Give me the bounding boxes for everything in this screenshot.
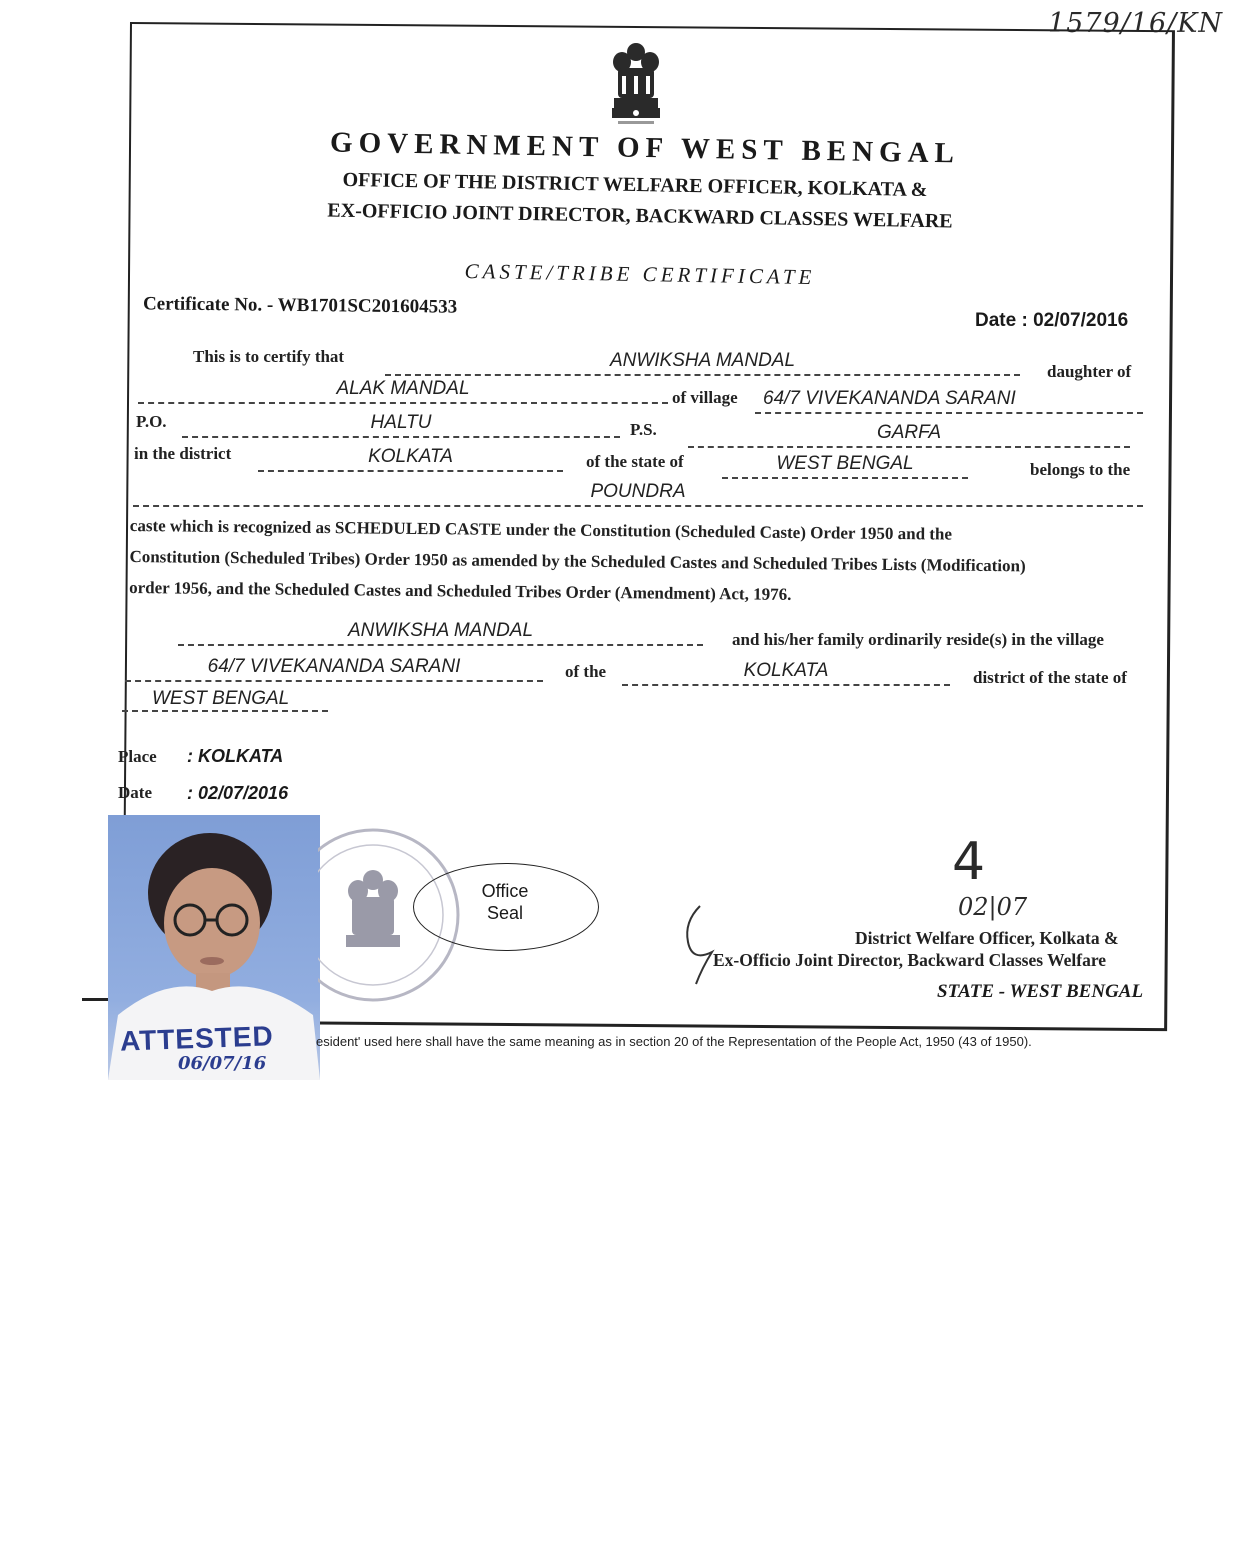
signature-stroke-icon (682, 902, 722, 986)
office-line-2: EX-OFFICIO JOINT DIRECTOR, BACKWARD CLASSES WELFARE (327, 199, 953, 233)
place-value: : KOLKATA (187, 746, 284, 766)
field-po: HALTU (182, 412, 620, 438)
applicant-photo (108, 815, 320, 1080)
label-district-state: district of the state of (973, 668, 1127, 687)
label-certify: This is to certify that (193, 347, 345, 366)
date-value-2: : 02/07/2016 (187, 783, 289, 803)
paragraph-line-2: Constitution (Scheduled Tribes) Order 1950 as amended by the Scheduled Castes and Scheduled Tribes Lists (Modification) (129, 546, 1026, 576)
label-daughter-of: daughter of (1047, 362, 1132, 381)
field-village-2: 64/7 VIVEKANANDA SARANI (125, 656, 543, 682)
field-father: ALAK MANDAL (138, 378, 668, 404)
label-date: Date (118, 783, 152, 802)
date-value: 02/07/2016 (1033, 310, 1129, 331)
label-of-the: of the (565, 662, 607, 681)
certificate-date (975, 310, 1128, 332)
field-ps: GARFA (688, 422, 1130, 448)
recognition-paragraph (129, 510, 1150, 614)
label-of-village: of village (672, 388, 738, 407)
office-seal-line-1: Office (481, 881, 529, 901)
attested-stamp: ATTESTED (119, 1020, 275, 1057)
government-heading: GOVERNMENT OF WEST BENGAL (329, 126, 961, 170)
office-line-1: OFFICE OF THE DISTRICT WELFARE OFFICER, KOLKATA & (342, 168, 928, 202)
label-place: Place (118, 747, 157, 766)
signature-initial: 4 (952, 832, 986, 892)
certificate-number-value: WB1701SC201604533 (277, 294, 458, 318)
attested-signature-date: 06/07/16 (178, 1053, 267, 1074)
certificate-number-label: Certificate No. - (142, 293, 278, 316)
field-district-2: KOLKATA (622, 660, 950, 686)
label-po: P.O. (136, 412, 167, 431)
signatory-line-3: STATE - WEST BENGAL (937, 981, 1144, 1002)
signatory-line-2: Ex-Officio Joint Director, Backward Classes Welfare (713, 950, 1107, 970)
signature-date: 02|07 (958, 893, 1028, 921)
field-name: ANWIKSHA MANDAL (385, 350, 1020, 376)
label-reside: and his/her family ordinarily reside(s) in the village (732, 630, 1104, 649)
date-label: Date : (975, 310, 1034, 331)
paragraph-line-3: order 1956, and the Scheduled Castes and Scheduled Tribes Order (Amendment) Act, 1976. (129, 577, 792, 604)
footnote: esident' used here shall have the same meaning as in section 20 of the Representation of the People Act, 1950 (43 of 1950). (316, 1034, 1032, 1049)
office-seal-label (440, 880, 570, 924)
field-district: KOLKATA (258, 446, 563, 472)
office-seal-line-2: Seal (486, 903, 524, 923)
field-caste: POUNDRA (133, 481, 1143, 507)
paragraph-line-1: caste which is recognized as SCHEDULED CASTE under the Constitution (Scheduled Caste) Order 1950 and the (129, 515, 953, 544)
certificate-title: CASTE/TRIBE CERTIFICATE (464, 258, 816, 290)
certificate-number (143, 293, 457, 318)
file-reference: 1579/16/KN (1048, 8, 1224, 39)
field-state: WEST BENGAL (722, 453, 968, 479)
label-belongs: belongs to the (1030, 460, 1131, 479)
state-emblem-icon (604, 40, 668, 128)
label-in-district: in the district (134, 444, 232, 463)
label-of-state: of the state of (586, 452, 684, 471)
field-village: 64/7 VIVEKANANDA SARANI (755, 388, 1143, 414)
field-name-2: ANWIKSHA MANDAL (178, 620, 703, 646)
field-state-2: WEST BENGAL (122, 688, 328, 712)
signatory-line-1: District Welfare Officer, Kolkata & (855, 928, 1119, 948)
label-ps: P.S. (630, 420, 657, 439)
